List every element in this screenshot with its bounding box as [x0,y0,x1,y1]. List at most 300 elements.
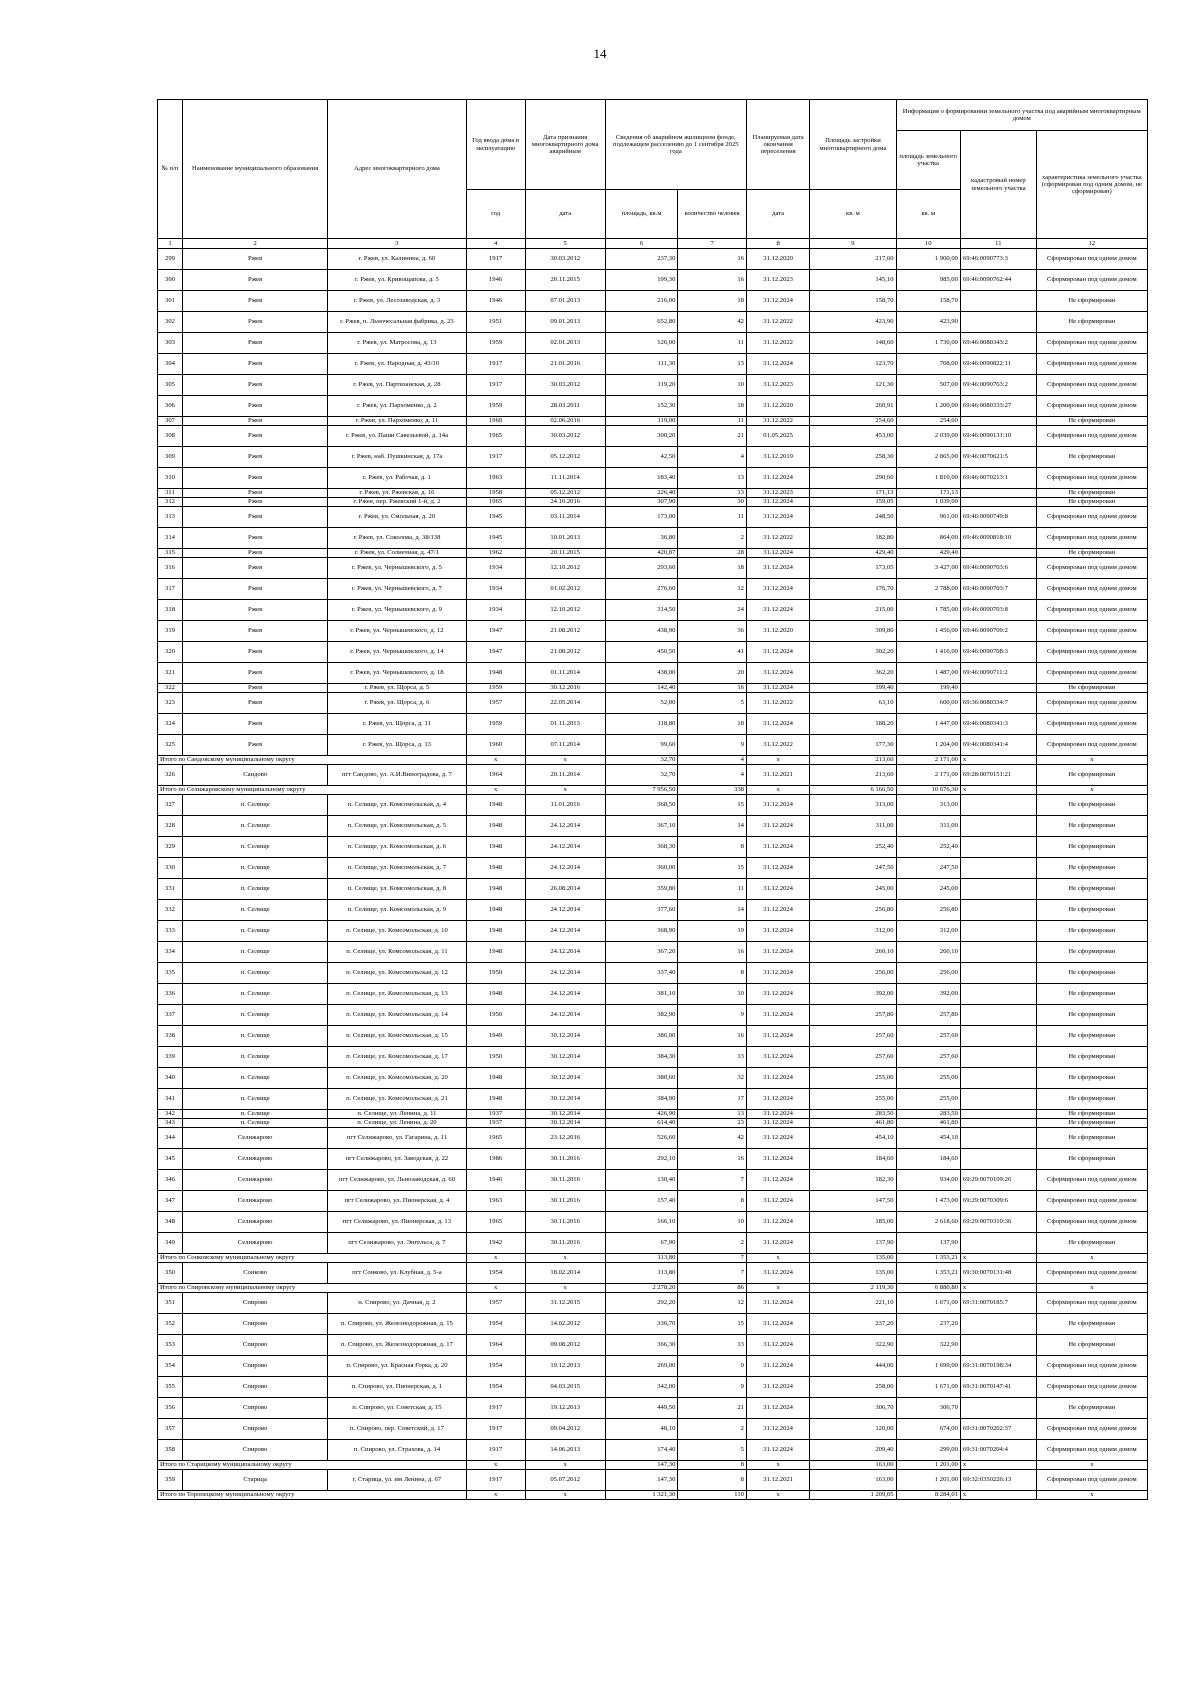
year-built: 1963 [466,1191,525,1212]
unit-sqm-land: кв. м [896,190,960,239]
year-built: 1942 [466,1233,525,1254]
planned-date: 31.12.2024 [746,1233,809,1254]
cadastre-number: 69:36:0080334:7 [960,693,1036,714]
row-number: 348 [158,1212,183,1233]
people-count: 18 [678,558,747,579]
recognition-date: 24.12.2014 [525,921,605,942]
land-status: Не сформирован [1036,1233,1147,1254]
column-number: 5 [525,239,605,249]
people-count: 16 [678,1149,747,1170]
municipality: Ржев [182,375,327,396]
year-built: 1948 [466,921,525,942]
fund-area: 450,50 [605,642,678,663]
cadastre-number: 69:46:0090762:44 [960,270,1036,291]
land-area: 461,80 [896,1119,960,1128]
people-count: 9 [678,735,747,756]
table-row [158,1149,1148,1170]
building-area: 177,30 [810,735,896,756]
recognition-date: 19.12.2013 [525,1356,605,1377]
cadastre-number: 69:31:0070202:37 [960,1419,1036,1440]
fund-area: 157,40 [605,1191,678,1212]
cadastre-number: 69:46:0090708:3 [960,642,1036,663]
year-built: 1965 [466,498,525,507]
land-status: Не сформирован [1036,291,1147,312]
recognition-date: 12.10.2012 [525,600,605,621]
cadastre-number: 69:46:0090749:8 [960,507,1036,528]
year-built: 1947 [466,642,525,663]
municipality: Ржев [182,270,327,291]
land-status: Не сформирован [1036,837,1147,858]
building-area: 135,00 [810,1254,896,1263]
land-area: 2 865,00 [896,447,960,468]
column-number: 12 [1036,239,1147,249]
row-number: 323 [158,693,183,714]
column-number: 2 [182,239,327,249]
year-built: 1917 [466,1470,525,1491]
year-built: 1954 [466,1377,525,1398]
land-area: 1 785,00 [896,600,960,621]
year-built: 1959 [466,714,525,735]
municipality: Ржев [182,354,327,375]
people-count: 13 [678,468,747,489]
planned-date: 31.12.2024 [746,963,809,984]
people-count: 21 [678,1398,747,1419]
building-area: 182,80 [810,528,896,549]
row-number: 339 [158,1047,183,1068]
row-number: 300 [158,270,183,291]
municipality: п. Селище [182,858,327,879]
fund-area: 276,60 [605,579,678,600]
land-area: 247,50 [896,858,960,879]
fund-area: 1 321,30 [605,1491,678,1500]
land-status: Сформирован под одним домом [1036,249,1147,270]
emergency-housing-table [157,99,1148,1500]
municipality: Ржев [182,312,327,333]
recognition-date: 28.03.2011 [525,396,605,417]
land-status: Сформирован под одним домом [1036,1293,1147,1314]
cadastre-number: х [960,1284,1036,1293]
land-area: 1 671,00 [896,1377,960,1398]
cadastre-number: 69:46:0080333:27 [960,396,1036,417]
table-row [158,579,1148,600]
row-number: 353 [158,1335,183,1356]
land-status: Сформирован под одним домом [1036,558,1147,579]
fund-area: 367,10 [605,816,678,837]
land-status: Сформирован под одним домом [1036,333,1147,354]
land-status: Сформирован под одним домом [1036,693,1147,714]
subtotal-label: Итого по Торопецкому муниципальному округу [158,1491,467,1500]
land-status: Сформирован под одним домом [1036,579,1147,600]
land-area: 1 200,00 [896,396,960,417]
address: г. Ржев, п. Льночесальная фабрика, д. 23 [328,312,466,333]
land-area: 429,40 [896,549,960,558]
address: г. Старица, ул. им Ленина, д. 67 [328,1470,466,1491]
cadastre-number: 69:46:0080343:2 [960,333,1036,354]
header-cadastre: кадастровый номер земельного участка [960,131,1036,239]
land-area: 423,90 [896,312,960,333]
planned-date: 31.12.2024 [746,600,809,621]
land-status: Сформирован под одним домом [1036,375,1147,396]
year-built: 1964 [466,765,525,786]
people-count: 11 [678,417,747,426]
year-built: 1954 [466,1314,525,1335]
land-area: 171,13 [896,489,960,498]
municipality: п. Селище [182,1068,327,1089]
subtotal-label: Итого по Старицкому муниципальному округу [158,1461,467,1470]
fund-area: 226,40 [605,489,678,498]
cadastre-number [960,1047,1036,1068]
municipality: Селижарово [182,1212,327,1233]
recognition-date: 01.11.2014 [525,663,605,684]
header-planned-date: Планируемая дата окончания переселения [746,100,809,190]
cadastre-number [960,942,1036,963]
land-status: Сформирован под одним домом [1036,600,1147,621]
municipality: п. Селище [182,795,327,816]
address: г. Ржев, наб. Пушкинская, д. 17а [328,447,466,468]
row-number: 328 [158,816,183,837]
fund-area: 113,80 [605,1263,678,1284]
cadastre-number: 69:46:0090763:2 [960,375,1036,396]
recognition-date: 10.01.2013 [525,528,605,549]
recognition-date: 02.01.2013 [525,333,605,354]
recognition-date: 30.12.2014 [525,1047,605,1068]
address: г. Ржев, ул. Смольная, д. 20 [328,507,466,528]
planned-date: 31.12.2024 [746,1191,809,1212]
address: п. Селище, ул. Ленина, д. 20 [328,1119,466,1128]
row-number: 325 [158,735,183,756]
year-built: х [466,756,525,765]
building-area: 171,13 [810,489,896,498]
row-number: 330 [158,858,183,879]
fund-area: 368,90 [605,921,678,942]
people-count: 4 [678,765,747,786]
cadastre-number [960,1233,1036,1254]
fund-area: 118,80 [605,714,678,735]
recognition-date: 21.08.2012 [525,642,605,663]
recognition-date: 24.10.2016 [525,498,605,507]
land-status: Сформирован под одним домом [1036,1191,1147,1212]
fund-area: 368,30 [605,837,678,858]
year-built: 1965 [466,1212,525,1233]
fund-area: 152,30 [605,396,678,417]
table-row [158,693,1148,714]
table-row [158,900,1148,921]
year-built: 1960 [466,735,525,756]
land-area: 6 880,80 [896,1284,960,1293]
recognition-date: 05.07.2012 [525,1470,605,1491]
land-area: 1 900,00 [896,249,960,270]
municipality: Ржев [182,426,327,447]
address: пгт Селижарово, ул. Гагарина, д. 11 [328,1128,466,1149]
row-number: 359 [158,1470,183,1491]
row-number: 331 [158,879,183,900]
table-row [158,942,1148,963]
people-count: 8 [678,963,747,984]
building-area: 135,00 [810,1263,896,1284]
land-area: 245,00 [896,879,960,900]
row-number: 318 [158,600,183,621]
people-count: 18 [678,291,747,312]
people-count: 7 [678,1263,747,1284]
cadastre-number: 69:46:0090711:2 [960,663,1036,684]
table-row [158,1398,1148,1419]
cadastre-number: 69:46:0090709:2 [960,621,1036,642]
land-status: Не сформирован [1036,921,1147,942]
planned-date: 31.12.2024 [746,942,809,963]
cadastre-number: 69:28:0070151:21 [960,765,1036,786]
fund-area: 42,50 [605,447,678,468]
address: п. Селище, ул. Комсомольская, д. 14 [328,1005,466,1026]
building-area: 173,05 [810,558,896,579]
fund-area: 420,87 [605,549,678,558]
cadastre-number [960,1119,1036,1128]
unit-people: количество человек [678,190,747,239]
planned-date: 31.12.2024 [746,498,809,507]
building-area: 184,60 [810,1149,896,1170]
row-number: 341 [158,1089,183,1110]
table-row [158,270,1148,291]
people-count: 2 [678,1233,747,1254]
planned-date: 31.12.2024 [746,642,809,663]
address: п. Спирово, ул. Пионерская, д. 1 [328,1377,466,1398]
land-area: 255,00 [896,1089,960,1110]
address: п. Селище, ул. Комсомольская, д. 21 [328,1089,466,1110]
table-row [158,489,1148,498]
building-area: 306,70 [810,1398,896,1419]
cadastre-number: 69:46:0070213:1 [960,468,1036,489]
page-number: 14 [593,46,607,61]
table-row [158,1170,1148,1191]
land-status: Не сформирован [1036,1314,1147,1335]
year-built: 1948 [466,1089,525,1110]
year-built: 1964 [466,1335,525,1356]
building-area: 159,05 [810,498,896,507]
unit-area: площадь, кв.м [605,190,678,239]
building-area: 392,00 [810,984,896,1005]
year-built: 1950 [466,1005,525,1026]
row-number: 355 [158,1377,183,1398]
building-area: 147,50 [810,1191,896,1212]
table-row [158,528,1148,549]
table-row [158,1335,1148,1356]
municipality: Ржев [182,447,327,468]
planned-date: 31.12.2024 [746,549,809,558]
building-area: 182,30 [810,1170,896,1191]
land-area: 1 699,00 [896,1356,960,1377]
address: п. Селище, ул. Комсомольская, д. 11 [328,942,466,963]
recognition-date: 30.11.2016 [525,1212,605,1233]
planned-date: 31.12.2024 [746,1398,809,1419]
cadastre-number [960,498,1036,507]
year-built: 1917 [466,1440,525,1461]
land-area: 3 427,00 [896,558,960,579]
address: г. Ржев, ул. Солнечная, д. 47/1 [328,549,466,558]
address: п. Спирово, ул. Советская, д. 15 [328,1398,466,1419]
year-built: х [466,1284,525,1293]
fund-area: 381,10 [605,984,678,1005]
building-area: 302,20 [810,642,896,663]
year-built: 1948 [466,879,525,900]
people-count: 5 [678,1440,747,1461]
building-area: 429,40 [810,549,896,558]
land-status: Не сформирован [1036,1149,1147,1170]
building-area: 158,70 [810,291,896,312]
planned-date: 31.12.2024 [746,684,809,693]
recognition-date: 05.12.2012 [525,447,605,468]
row-number: 303 [158,333,183,354]
row-number: 302 [158,312,183,333]
building-area: 215,00 [810,600,896,621]
header-land-characteristic: характеристика земельного участка (сформирован под одним домом, не сформирован) [1036,131,1147,239]
municipality: Ржев [182,498,327,507]
people-count: 23 [678,1119,747,1128]
header-land-info: Информация о формировании земельного участка под аварийным многоквартирным домом [896,100,1147,131]
fund-area: 449,50 [605,1398,678,1419]
land-area: 1 487,00 [896,663,960,684]
people-count: 11 [678,507,747,528]
fund-area: 342,00 [605,1377,678,1398]
address: п. Селище, ул. Комсомольская, д. 13 [328,984,466,1005]
fund-area: 147,30 [605,1470,678,1491]
unit-year: год [466,190,525,239]
land-status: Не сформирован [1036,489,1147,498]
municipality: Ржев [182,621,327,642]
people-count: 2 [678,528,747,549]
column-number: 7 [678,239,747,249]
municipality: Ржев [182,468,327,489]
building-area: 63,10 [810,693,896,714]
subtotal-row [158,1491,1148,1500]
fund-area: 166,10 [605,1212,678,1233]
land-status: х [1036,1491,1147,1500]
table-body [158,249,1148,1500]
building-area: 258,30 [810,447,896,468]
people-count: 42 [678,312,747,333]
address: г. Ржев, ул. Ржевская, д. 16 [328,489,466,498]
land-area: 864,00 [896,528,960,549]
recognition-date: 09.01.2013 [525,312,605,333]
people-count: 9 [678,1377,747,1398]
year-built: 1957 [466,1293,525,1314]
municipality: п. Селище [182,1110,327,1119]
land-area: 2 171,00 [896,756,960,765]
row-number: 345 [158,1149,183,1170]
people-count: 110 [678,1491,747,1500]
planned-date: 31.12.2024 [746,1440,809,1461]
year-built: 1934 [466,600,525,621]
land-area: 1 201,00 [896,1470,960,1491]
subtotal-row [158,756,1148,765]
people-count: 8 [678,1461,747,1470]
municipality: Ржев [182,507,327,528]
cadastre-number [960,1089,1036,1110]
table-row [158,312,1148,333]
recognition-date: 23.12.2016 [525,1128,605,1149]
recognition-date: 20.11.2014 [525,765,605,786]
recognition-date: 11.11.2014 [525,468,605,489]
row-number: 304 [158,354,183,375]
recognition-date: 30.03.2012 [525,426,605,447]
municipality: Спирово [182,1377,327,1398]
address: п. Селище, ул. Ленина, д. 11 [328,1110,466,1119]
land-status: Не сформирован [1036,1047,1147,1068]
people-count: 15 [678,795,747,816]
cadastre-number: 69:46:0090703:8 [960,600,1036,621]
building-area: 444,00 [810,1356,896,1377]
table-row [158,333,1148,354]
people-count: 16 [678,684,747,693]
cadastre-number [960,1128,1036,1149]
recognition-date: 30.11.2016 [525,1191,605,1212]
header-address: Адрес многоквартирного дома [328,100,466,239]
land-status: Сформирован под одним домом [1036,1356,1147,1377]
row-number: 336 [158,984,183,1005]
year-built: 1948 [466,942,525,963]
land-status: Сформирован под одним домом [1036,1440,1147,1461]
land-status: Не сформирован [1036,417,1147,426]
unit-date: дата [525,190,605,239]
land-area: 1 671,00 [896,1293,960,1314]
address: п. Спирово, ул. Красная Горка, д. 20 [328,1356,466,1377]
year-built: 1986 [466,1149,525,1170]
people-count: 13 [678,1047,747,1068]
municipality: Ржев [182,600,327,621]
fund-area: 526,60 [605,1128,678,1149]
municipality: Сандово [182,765,327,786]
planned-date: 31.12.2024 [746,1119,809,1128]
land-area: 1 447,00 [896,714,960,735]
municipality: п. Селище [182,1047,327,1068]
municipality: п. Селище [182,900,327,921]
cadastre-number [960,291,1036,312]
fund-area: 366,30 [605,1335,678,1356]
fund-area: 119,00 [605,417,678,426]
building-area: 221,10 [810,1293,896,1314]
table-row [158,714,1148,735]
land-area: 299,00 [896,1440,960,1461]
year-built: 1917 [466,447,525,468]
building-area: 322,90 [810,1335,896,1356]
column-number-row [158,239,1148,249]
subtotal-row [158,1284,1148,1293]
recognition-date: 30.12.2014 [525,1089,605,1110]
municipality: п. Селище [182,1026,327,1047]
year-built: 1954 [466,1263,525,1284]
recognition-date: 01.11.2013 [525,714,605,735]
people-count: 16 [678,942,747,963]
land-status: Не сформирован [1036,1026,1147,1047]
column-number: 1 [158,239,183,249]
land-area: 237,20 [896,1314,960,1335]
land-status: х [1036,756,1147,765]
header-recognition-date: Дата признания многоквартирного дома аварийным [525,100,605,190]
recognition-date: 30.11.2016 [525,1149,605,1170]
land-status: х [1036,1254,1147,1263]
fund-area: 199,30 [605,270,678,291]
recognition-date: 21.08.2012 [525,621,605,642]
building-area: 257,60 [810,1026,896,1047]
planned-date: 31.12.2022 [746,312,809,333]
cadastre-number: 69:46:0080341:3 [960,714,1036,735]
land-status: Сформирован под одним домом [1036,1470,1147,1491]
planned-date: 31.12.2022 [746,417,809,426]
table-row [158,498,1148,507]
cadastre-number: х [960,756,1036,765]
municipality: Селижарово [182,1149,327,1170]
municipality: Ржев [182,528,327,549]
planned-date: 31.12.2024 [746,1026,809,1047]
building-area: 2 119,30 [810,1284,896,1293]
